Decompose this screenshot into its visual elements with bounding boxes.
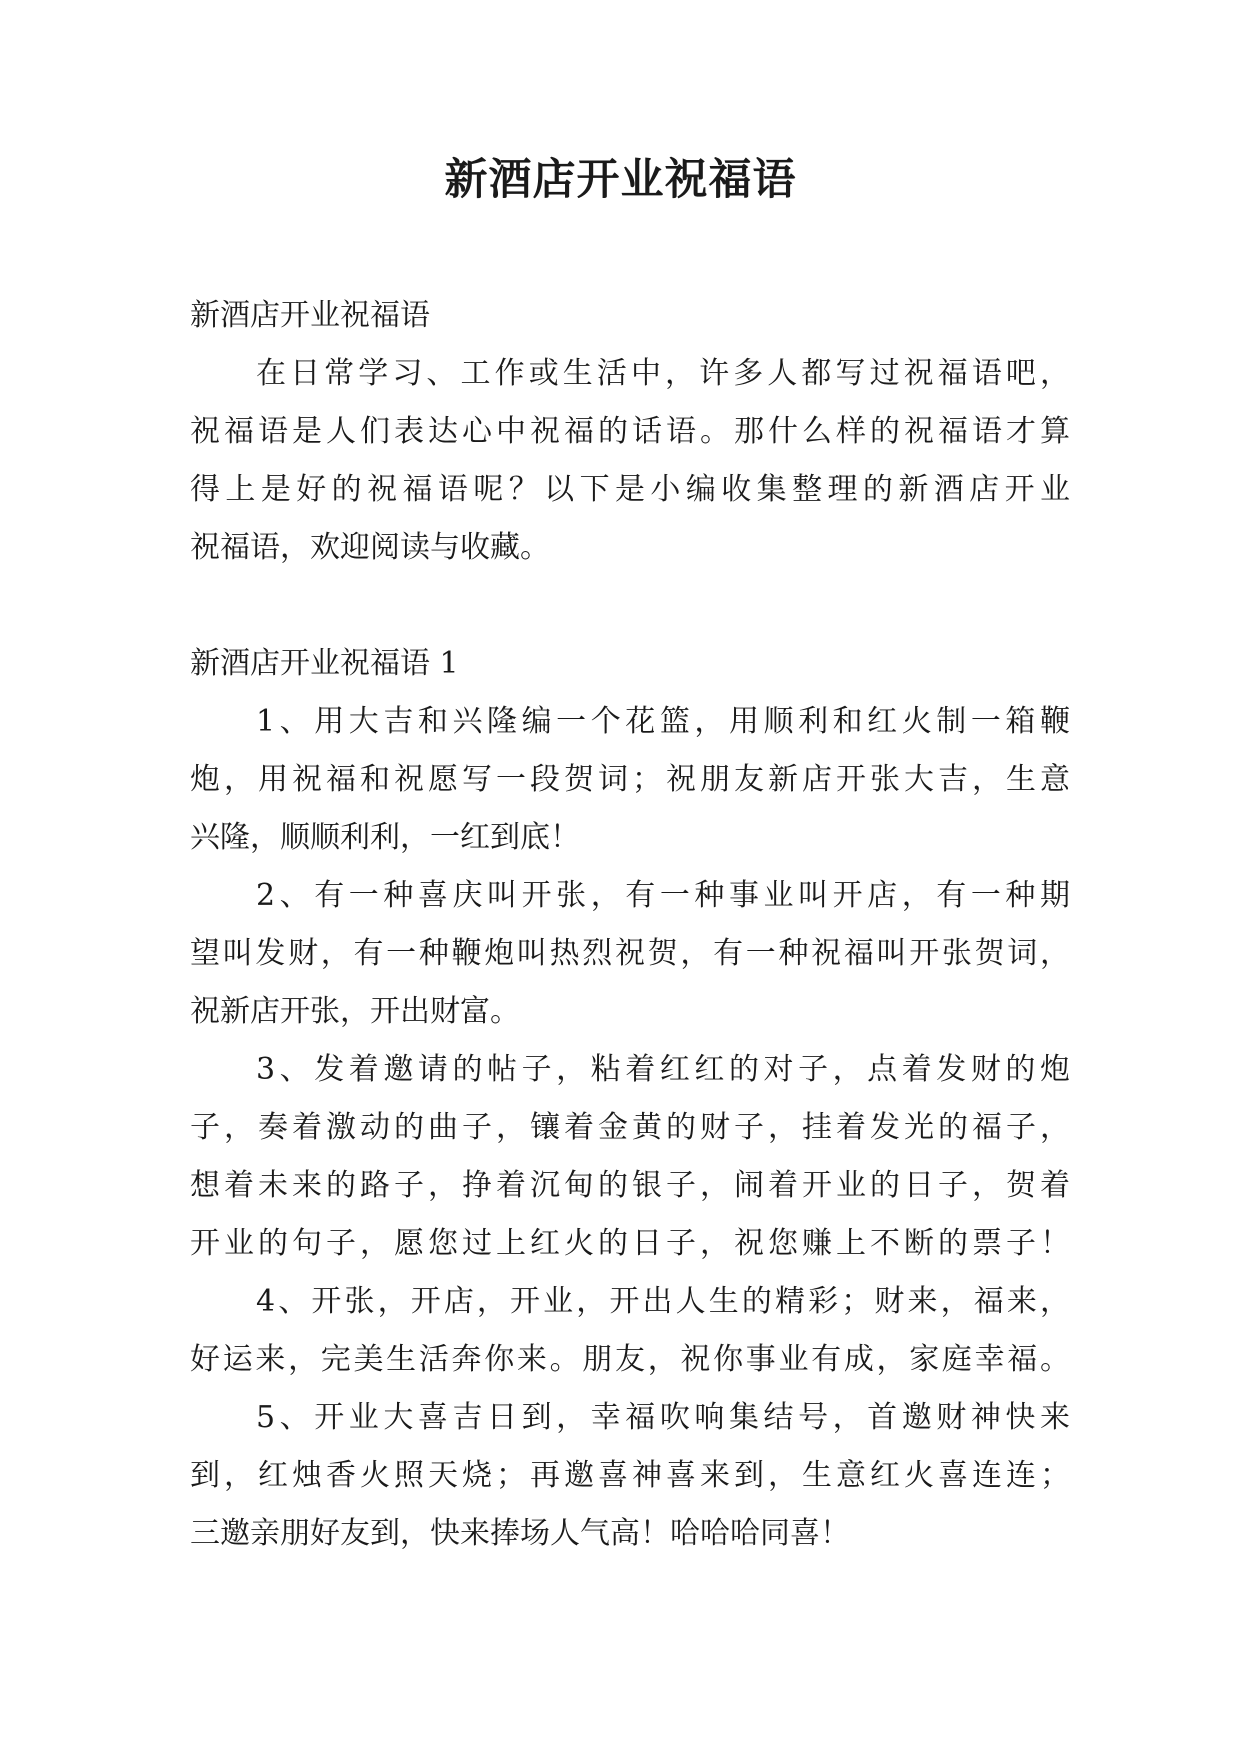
intro-paragraph [190,345,1070,577]
paragraph-spacer [190,577,1070,635]
subtitle: 新酒店开业祝福语 [190,298,430,333]
paragraph-line: 好运来，完美生活奔你来。朋友，祝你事业有成，家庭幸福。 [190,1342,1070,1377]
paragraph-line: 三邀亲朋好友到，快来捧场人气高！哈哈哈同喜！ [190,1516,850,1551]
paragraph-line: 在日常学习、工作或生活中，许多人都写过祝福语吧， [256,356,1070,391]
paragraph-line: 祝新店开张，开出财富。 [190,994,520,1029]
paragraph-line: 5、开业大喜吉日到，幸福吹响集结号，首邀财神快来 [256,1400,1070,1435]
paragraph-line: 1、用大吉和兴隆编一个花篮，用顺利和红火制一箱鞭 [256,704,1070,739]
paragraph-line: 祝福语，欢迎阅读与收藏。 [190,530,550,565]
paragraph-line: 得上是好的祝福语呢？以下是小编收集整理的新酒店开业 [190,472,1070,507]
blessing-item-2 [190,867,1070,1041]
paragraph-line: 3、发着邀请的帖子，粘着红红的对子，点着发财的炮 [256,1052,1070,1087]
blessing-item-5 [190,1389,1070,1563]
document-title: 新酒店开业祝福语 [444,155,797,205]
paragraph-line: 4、开张，开店，开业，开出人生的精彩；财来，福来， [256,1284,1070,1319]
blessing-item-1 [190,693,1070,867]
paragraph-line: 2、有一种喜庆叫开张，有一种事业叫开店，有一种期 [256,878,1070,913]
paragraph-line: 炮，用祝福和祝愿写一段贺词；祝朋友新店开张大吉，生意 [190,762,1070,797]
paragraph-line: 子，奏着激动的曲子，镶着金黄的财子，挂着发光的福子， [190,1110,1070,1145]
blessing-item-3 [190,1041,1070,1273]
blessing-item-4 [190,1273,1070,1389]
paragraph-line: 祝福语是人们表达心中祝福的话语。那什么样的祝福语才算 [190,414,1070,449]
section-heading: 新酒店开业祝福语 1 [190,646,459,681]
paragraph-line: 望叫发财，有一种鞭炮叫热烈祝贺，有一种祝福叫开张贺词， [190,936,1070,971]
paragraph-line: 兴隆，顺顺利利，一红到底！ [190,820,580,855]
document-body [190,287,1070,1563]
paragraph-line: 到，红烛香火照天烧；再邀喜神喜来到，生意红火喜连连； [190,1458,1070,1493]
paragraph-line: 开业的句子，愿您过上红火的日子，祝您赚上不断的票子！ [190,1226,1070,1261]
paragraph-line: 想着未来的路子，挣着沉甸的银子，闹着开业的日子，贺着 [190,1168,1070,1203]
